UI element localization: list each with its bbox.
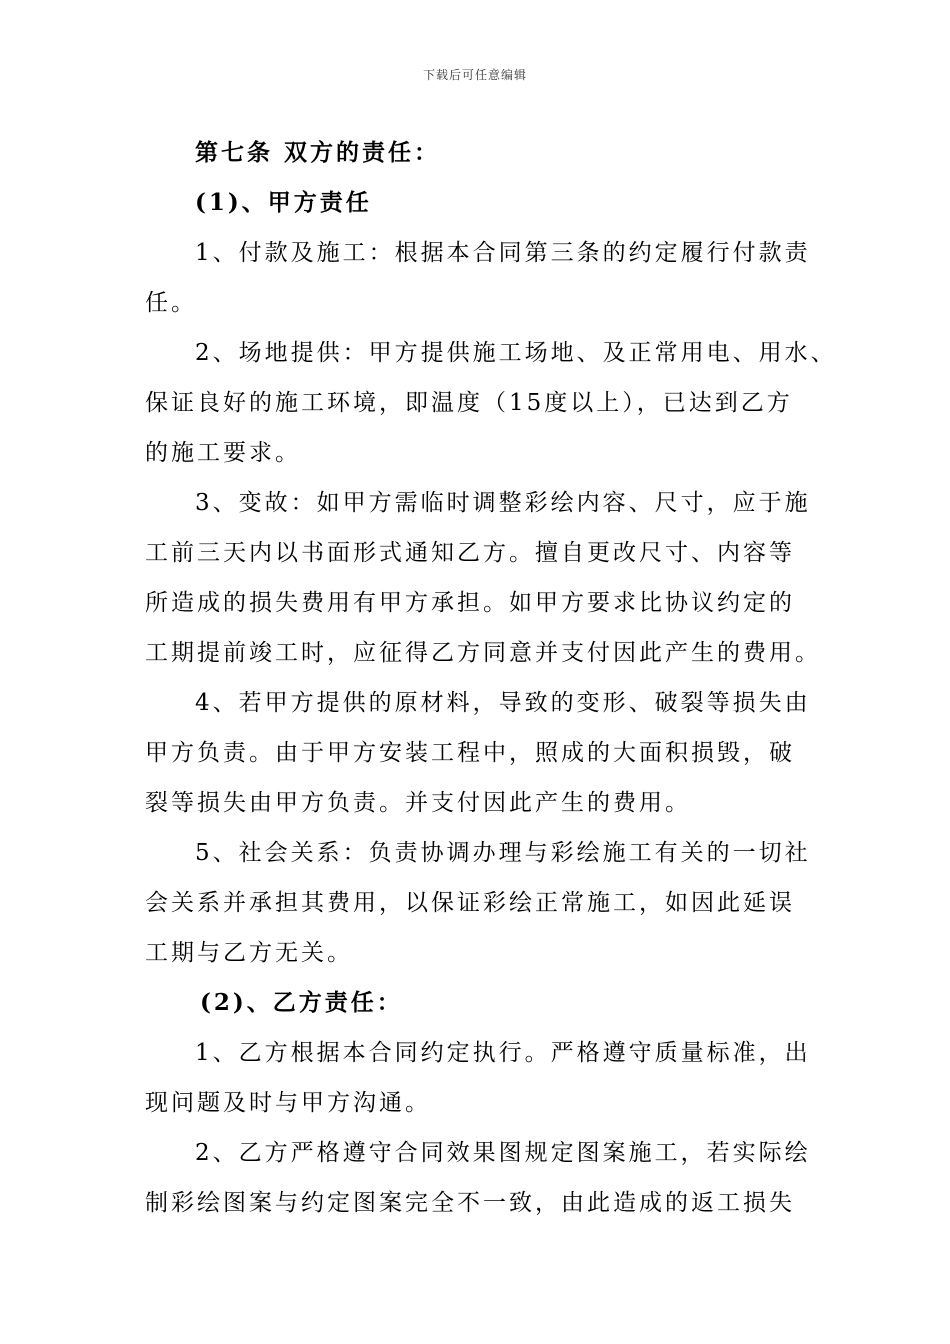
paragraph-line: 5、社会关系：负责协调办理与彩绘施工有关的一切社 — [195, 840, 811, 866]
paragraph-line: 保证良好的施工环境，即温度（15度以上），已达到乙方 — [145, 390, 793, 416]
paragraph-line: 1、乙方根据本合同约定执行。严格遵守质量标准，出 — [195, 1040, 811, 1066]
paragraph-line: 裂等损失由甲方负责。并支付因此产生的费用。 — [145, 790, 691, 816]
paragraph-line: 工期与乙方无关。 — [145, 940, 353, 966]
paragraph-line: 的施工要求。 — [145, 440, 301, 466]
page-header-note: 下载后可任意编辑 — [422, 68, 527, 82]
paragraph-line: 2、乙方严格遵守合同效果图规定图案施工，若实际绘 — [195, 1140, 811, 1166]
paragraph-line: 2、场地提供：甲方提供施工场地、及正常用电、用水、 — [195, 340, 837, 366]
paragraph-line: 1、付款及施工：根据本合同第三条的约定履行付款责 — [195, 240, 811, 266]
paragraph-line: 工前三天内以书面形式通知乙方。擅自更改尺寸、内容等 — [145, 540, 795, 566]
paragraph-line: 3、变故：如甲方需临时调整彩绘内容、尺寸，应于施 — [195, 490, 811, 516]
section-heading-party-a: (1)、甲方责任 — [195, 189, 372, 216]
document-body — [145, 128, 837, 1228]
paragraph-line: 4、若甲方提供的原材料，导致的变形、破裂等损失由 — [195, 690, 811, 716]
article-heading: 第七条 双方的责任： — [195, 139, 441, 166]
paragraph-line: 所造成的损失费用有甲方承担。如甲方要求比协议约定的 — [145, 590, 795, 616]
paragraph-line: 制彩绘图案与约定图案完全不一致，由此造成的返工损失 — [145, 1190, 795, 1216]
paragraph-line: 会关系并承担其费用，以保证彩绘正常施工，如因此延误 — [145, 890, 795, 916]
paragraph-line: 工期提前竣工时，应征得乙方同意并支付因此产生的费用。 — [145, 640, 821, 666]
section-heading-party-b: (2)、乙方责任： — [200, 989, 403, 1016]
paragraph-line: 甲方负责。由于甲方安装工程中，照成的大面积损毁，破 — [145, 740, 795, 766]
paragraph-line: 现问题及时与甲方沟通。 — [145, 1090, 431, 1116]
paragraph-line: 任。 — [145, 290, 197, 316]
